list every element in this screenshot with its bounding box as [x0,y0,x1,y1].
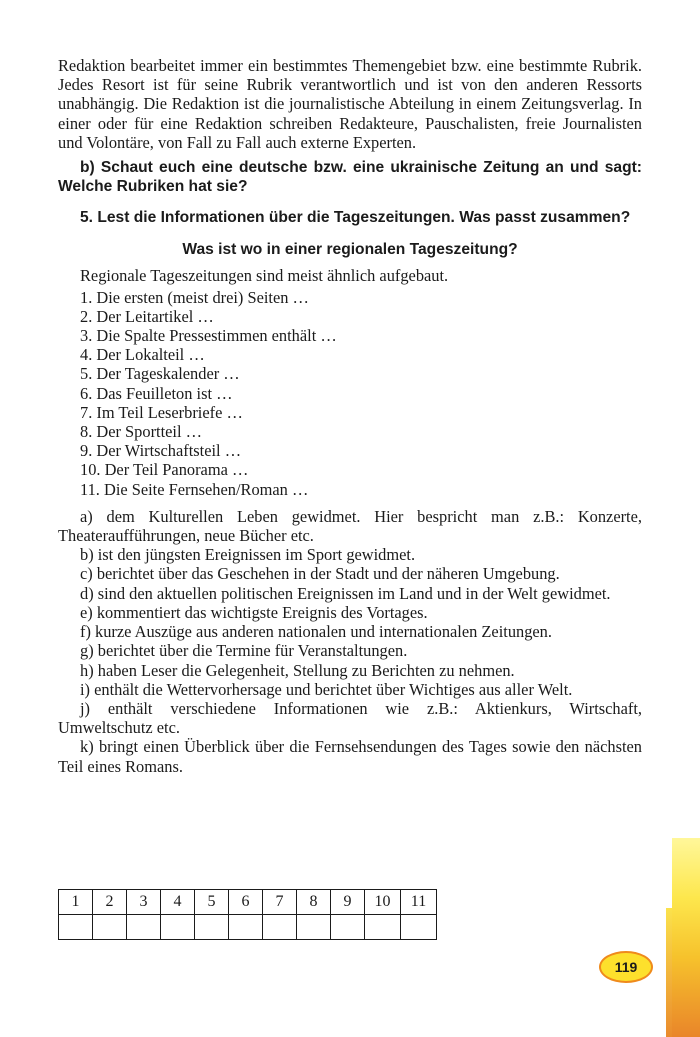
answer-item: i) enthält die Wettervorhersage und berichtet über Wichtiges aus aller Welt. [80,679,573,699]
answer-cell[interactable] [401,915,437,940]
answers-block [58,507,642,776]
answer-item: e) kommentiert das wichtigste Ereignis des Vortages. [80,602,428,622]
page-content [58,56,642,776]
intro-text: Regionale Tageszeitungen sind meist ähnlich aufgebaut. [80,266,449,286]
table-header-cell: 7 [263,890,297,915]
answer-item: a) dem Kulturellen Leben gewidmet. Hier bespricht man z.B.: Konzerte, Theateraufführungen, neue Bücher etc. [58,506,642,546]
answer-item: c) berichtet über das Geschehen in der Stadt und der näheren Umgebung. [80,564,560,584]
table-header-cell: 4 [161,890,195,915]
table-header-cell: 1 [59,890,93,915]
answer-cell[interactable] [263,915,297,940]
list-item: 9. Der Wirtschaftsteil … [80,441,242,461]
list-item: 1. Die ersten (meist drei) Seiten … [80,287,309,307]
list-item: 11. Die Seite Fernsehen/Roman … [80,479,309,499]
task-b-heading: b) Schaut euch eine deutsche bzw. eine ukrainische Zeitung an und sagt: Welche Rubriken hat sie? [58,159,642,196]
continuation-paragraph: Redaktion bearbeitet immer ein bestimmtes Themengebiet bzw. eine bestimmte Rubrik. Jedes Resort ist für seine Rubrik verantwortlich und ist von den anderen Ressorts unabhängig. Die Redaktion ist die journalistische Abteilung in einem Zeitungsverlag. In einer oder für eine Redaktion schreiben Redakteure, Pauschalisten, freie Journalisten und Volontäre, von Fall zu Fall auch externe Experten. [58,56,642,152]
table-header-cell: 5 [195,890,229,915]
answer-cell[interactable] [59,915,93,940]
section-title: Was ist wo in einer regionalen Tageszeitung? [182,241,518,259]
answer-item: b) ist den jüngsten Ereignissen im Sport gewidmet. [80,545,416,565]
table-header-cell: 9 [331,890,365,915]
answer-cell[interactable] [161,915,195,940]
list-item: 8. Der Sportteil … [80,422,203,442]
answer-item: d) sind den aktuellen politischen Ereignissen im Land und in der Welt gewidmet. [80,583,611,603]
answer-cell[interactable] [195,915,229,940]
page-edge-decoration [672,838,700,1037]
answer-item: g) berichtet über die Termine für Veranstaltungen. [80,641,408,661]
answer-cell[interactable] [93,915,127,940]
list-item: 10. Der Teil Panorama … [80,460,249,480]
table-header-cell: 8 [297,890,331,915]
answer-table [58,889,437,940]
task-5-heading: 5. Lest die Informationen über die Tageszeitungen. Was passt zusammen? [80,208,631,226]
table-header-cell: 10 [365,890,401,915]
list-item: 4. Der Lokalteil … [80,345,205,365]
answer-item: k) bringt einen Überblick über die Fernsehsendungen des Tages sowie den nächsten Teil eines Romans. [58,737,642,776]
list-item: 2. Der Leitartikel … [80,306,214,326]
table-header-cell: 6 [229,890,263,915]
answer-cell[interactable] [229,915,263,940]
answer-table-input-row [59,915,437,940]
answer-item: f) kurze Auszüge aus anderen nationalen und internationalen Zeitungen. [80,622,552,642]
list-item: 7. Im Teil Leserbriefe … [80,402,243,422]
answer-cell[interactable] [331,915,365,940]
answer-table-header-row [59,890,437,915]
list-item: 3. Die Spalte Pressestimmen enthält … [80,326,337,346]
answer-cell[interactable] [365,915,401,940]
answer-item: j) enthält verschiedene Informationen wie z.B.: Aktienkurs, Wirtschaft, Umweltschutz etc. [58,698,642,738]
page-number-badge: 119 [599,951,653,983]
answer-cell[interactable] [127,915,161,940]
answer-cell[interactable] [297,915,331,940]
table-header-cell: 11 [401,890,437,915]
answer-item: h) haben Leser die Gelegenheit, Stellung zu Berichten zu nehmen. [80,660,515,680]
list-item: 6. Das Feuilleton ist … [80,383,233,403]
table-header-cell: 3 [127,890,161,915]
table-header-cell: 2 [93,890,127,915]
items-list [80,288,642,499]
list-item: 5. Der Tageskalender … [80,364,240,384]
